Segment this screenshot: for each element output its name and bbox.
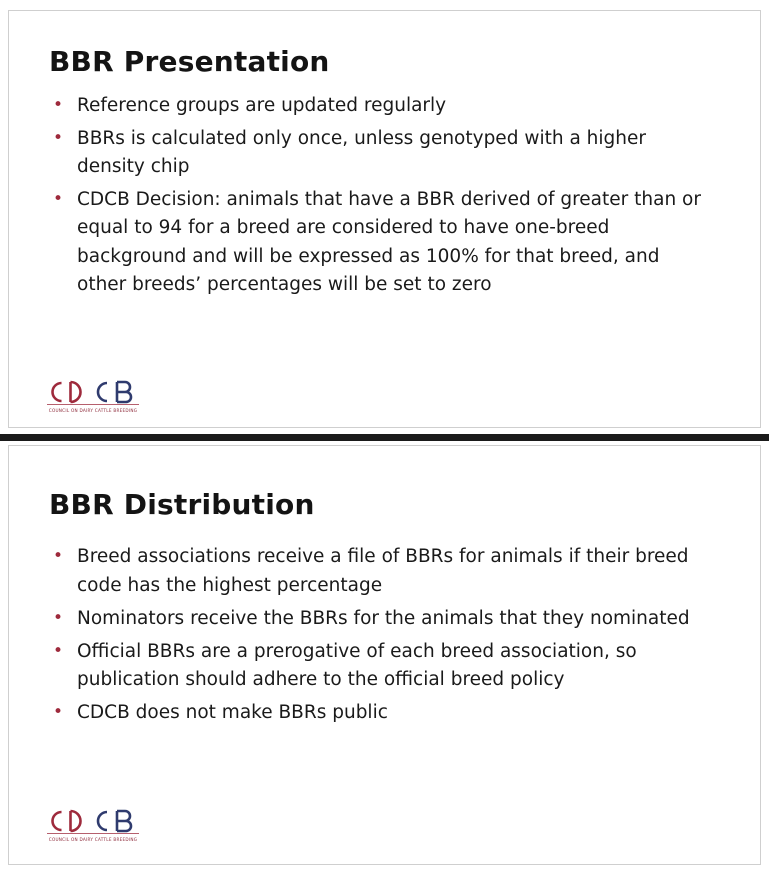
list-item: • BBRs is calculated only once, unless genotyped with a higher density chip (49, 125, 714, 181)
bullet-list (45, 92, 724, 299)
page-title: BBR Distribution (49, 488, 315, 522)
list-item: • Nominators receive the BBRs for the animals that they nominated (49, 605, 714, 633)
list-item: • Reference groups are updated regularly (49, 92, 714, 120)
slide-bbr-presentation (8, 10, 761, 428)
bullet-list (45, 543, 724, 727)
page-title: BBR Presentation (49, 45, 330, 78)
list-item: • CDCB Decision: animals that have a BBR derived of greater than or equal to 94 for a breed are considered to have one-breed background and will be expressed as 100% for that breed, and other breeds’ percentages will be set to zero (49, 186, 714, 298)
cdcb-logo-subtitle: COUNCIL ON DAIRY CATTLE BREEDING (48, 837, 138, 842)
slide-divider (0, 434, 769, 442)
list-item: • Breed associations receive a file of BBRs for animals if their breed code has the highest percentage (49, 543, 714, 599)
slide-bbr-distribution (8, 445, 761, 865)
cdcb-logo-subtitle: COUNCIL ON DAIRY CATTLE BREEDING (48, 407, 138, 413)
list-item: • Official BBRs are a prerogative of each breed association, so publication should adhere to the official breed policy (49, 638, 714, 694)
cdcb-logo-icon (45, 377, 141, 407)
cdcb-logo (45, 377, 141, 413)
cdcb-logo-icon (45, 806, 141, 836)
list-item: • CDCB does not make BBRs public (49, 699, 714, 727)
cdcb-logo (45, 806, 141, 842)
